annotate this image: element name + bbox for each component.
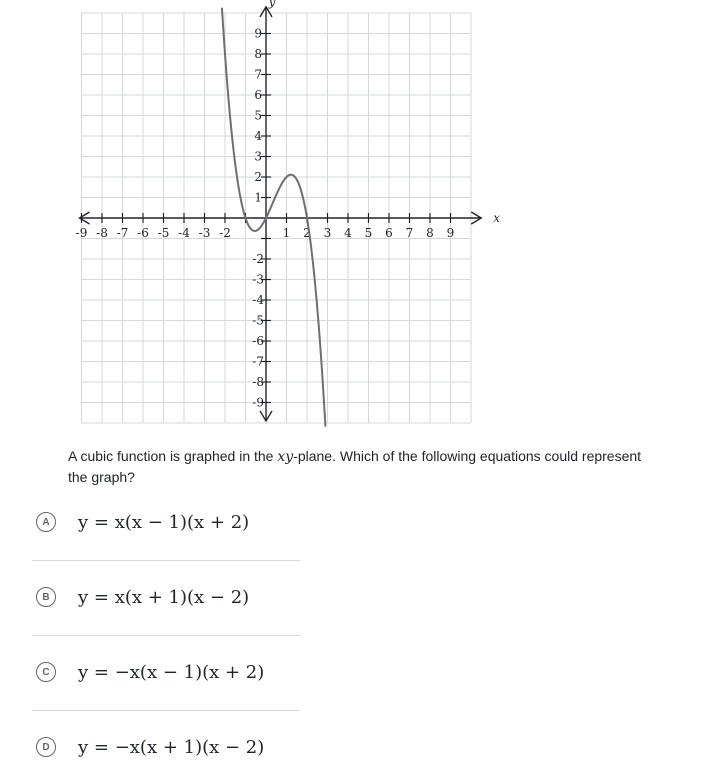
choice-a[interactable] [32,492,300,552]
y-tick-label: 5 [254,108,262,123]
y-tick-label: 3 [254,149,262,164]
y-tick-label: 8 [254,47,262,61]
choice-b-equation: y = x(x + 1)(x − 2) [78,586,250,608]
choice-b[interactable] [32,567,300,627]
choice-a-letter-badge: A [36,512,56,532]
question-math-term: xy [277,449,294,465]
choice-divider [32,710,300,711]
choice-divider [32,560,300,561]
x-axis-label: x [493,211,501,225]
x-tick-label: 1 [282,226,291,240]
x-tick-label: 6 [385,226,393,240]
x-tick-label: 2 [303,226,311,240]
choice-c-equation: y = −x(x − 1)(x + 2) [78,661,265,683]
choice-d[interactable] [32,717,300,777]
x-tick-label: -3 [198,226,211,240]
y-tick-label: 9 [254,26,262,41]
question-text [68,446,658,487]
y-tick-label: 1 [254,190,262,205]
x-tick-label: -8 [96,226,108,240]
question-text-before: A cubic function is graphed in the [68,448,278,464]
choice-c-letter-badge: C [36,662,56,682]
x-tick-label: -5 [157,226,170,240]
x-tick-label: -4 [178,226,190,240]
y-tick-label: -9 [252,395,264,410]
y-tick-label: -3 [252,272,264,287]
x-tick-label: 7 [405,226,414,240]
y-tick-label: -5 [252,313,264,328]
x-tick-label: 3 [323,226,332,240]
choice-d-equation: y = −x(x + 1)(x − 2) [78,736,265,758]
y-tick-label: -4 [252,293,264,307]
y-tick-label: -8 [252,375,264,389]
choice-a-equation: y = x(x − 1)(x + 2) [78,511,250,533]
y-tick-label: 4 [254,129,262,143]
y-tick-label: 7 [254,67,262,82]
y-axis-label: y [268,0,276,9]
graph-canvas [60,0,501,425]
cubic-curve [222,8,326,427]
x-tick-label: -2 [219,226,231,240]
coordinate-graph [60,0,501,425]
choice-d-letter-badge: D [36,737,56,757]
x-tick-label: 5 [364,226,373,240]
y-tick-label: -7 [252,354,264,369]
x-tick-label: 9 [446,226,455,240]
x-tick-label: -9 [75,226,88,240]
x-tick-label: 8 [426,226,434,240]
choice-divider [32,635,300,636]
x-tick-label: 4 [344,226,352,240]
choice-c[interactable] [32,642,300,702]
y-tick-label: 2 [254,170,262,184]
y-tick-label: -6 [252,334,264,348]
y-tick-label: 6 [254,88,262,102]
graph-svg [60,0,501,425]
question-text-after: -plane. Which of the following equations could represent the graph? [68,448,642,485]
x-tick-label: -7 [116,226,129,240]
choice-b-letter-badge: B [36,587,56,607]
x-tick-label: -6 [137,226,149,240]
y-tick-label: -2 [252,252,264,266]
